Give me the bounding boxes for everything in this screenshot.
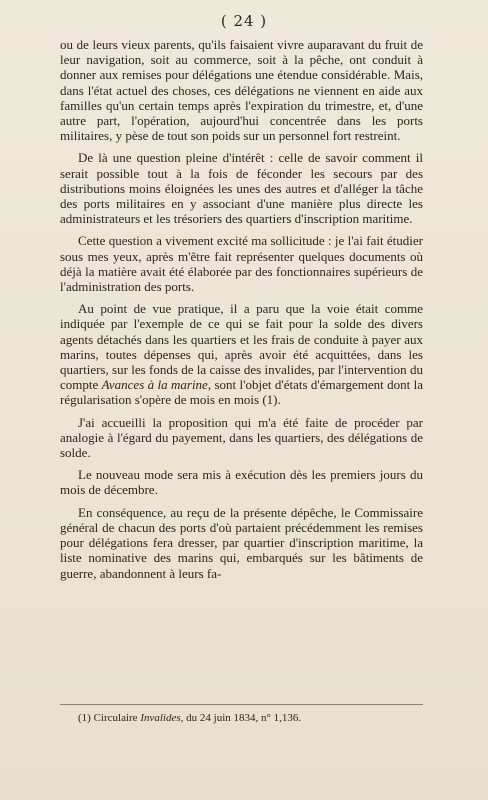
paragraph-4-text-end: , sont l'objet d'états d'émargement dont la régularisation s'opère de mois en mois (1). xyxy=(60,377,424,408)
paragraph-6: Le nouveau mode sera mis à exécution dès les premiers jours du mois de décembre. xyxy=(60,467,423,498)
page-number: ( 24 ) xyxy=(220,12,268,30)
paragraph-2: De là une question pleine d'intérêt : celle de savoir comment il serait possible tout à la fois de féconder les secours par des distributions moins éloignées les unes des autres et d'alléger la tâche des ports militaires en y associant d'une manière plus directe les administrateurs et les trésoriers des quartiers d'inscription maritime. xyxy=(60,150,423,227)
footnote-italic: Invalides xyxy=(140,712,181,724)
footnote-text-start: (1) Circulaire xyxy=(78,712,141,724)
paragraph-4 xyxy=(60,301,423,407)
footnote-text-end: , du 24 juin 1834, n° 1,136. xyxy=(180,712,302,724)
paragraph-1: ou de leurs vieux parents, qu'ils faisaient vivre auparavant du fruit de leur navigation, soit au commerce, soit à la pêche, ont conduit à donner aux remises pour délégations une étendue considérable. Mais, dans l'état actuel des choses, ces délégations ne viennent en aide aux familles qu'un certain temps après l'expiration du trimestre, et, d'une autre part, l'opération, aujourd'hui concentrée dans les ports militaires, y pèse de tout son poids sur un personnel fort restreint. xyxy=(60,37,423,144)
paragraph-7: En conséquence, au reçu de la présente dépêche, le Commissaire général de chacun des ports d'où partaient précédemment les remises pour délégations fera dresser, par quartier d'inscription maritime, la liste nominative des marins qui, embarqués sur les bâtiments de guerre, abandonnent à leurs fa- xyxy=(60,504,423,581)
footnote-divider xyxy=(60,704,423,705)
footnote xyxy=(60,712,423,725)
paragraph-4-text-start: Au point de vue pratique, il a paru que la voie était comme indiquée par l'exemple de ce qui se fait pour la solde des divers agents détachés dans les quartiers et les frais de conduite à payer aux marins, toutes dépenses qui, après avoir été acquittées, dans les quartiers, sur les fonds de la caisse des invalides, par l'intervention du compte xyxy=(60,301,423,393)
account-name-italic: Avances à la marine xyxy=(101,377,208,393)
paragraph-3: Cette question a vivement excité ma sollicitude : je l'ai fait étudier sous mes yeux, après m'être fait représenter quelques documents où déjà la matière avait été élaborée par des fonctionnaires supérieurs de l'administration des ports. xyxy=(60,233,423,295)
body-text xyxy=(60,37,423,588)
paragraph-5: J'ai accueilli la proposition qui m'a été faite de procéder par analogie à l'égard du payement, dans les quartiers, des délégations de solde. xyxy=(60,414,423,461)
